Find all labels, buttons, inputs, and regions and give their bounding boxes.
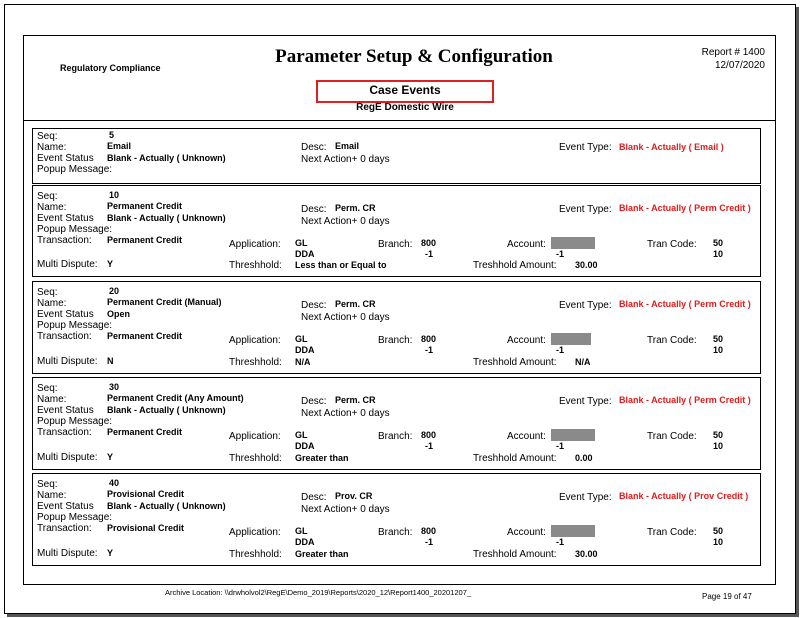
name-value: Email bbox=[107, 141, 132, 151]
seq-value: 40 bbox=[109, 478, 120, 488]
name-label: Name: bbox=[37, 490, 67, 501]
threshold-value: N/A bbox=[295, 357, 311, 367]
branch-value-1: 800 bbox=[421, 334, 437, 344]
amount-label: Treshhold Amount: bbox=[473, 549, 557, 560]
threshold-value: Greater than bbox=[295, 453, 349, 463]
transaction-label: Transaction: bbox=[37, 427, 92, 438]
next-action: Next Action+ 0 days bbox=[301, 504, 390, 515]
event-status-value: Open bbox=[107, 309, 131, 319]
account-label: Account: bbox=[507, 431, 546, 442]
tran-code-value-2: 10 bbox=[713, 441, 724, 451]
report-date: 12/07/2020 bbox=[714, 60, 765, 71]
section-title: Case Events bbox=[369, 83, 441, 97]
tran-code-value-1: 50 bbox=[713, 238, 724, 248]
seq-label: Seq: bbox=[37, 479, 58, 490]
branch-label: Branch: bbox=[378, 431, 413, 442]
event-status-label: Event Status bbox=[37, 309, 94, 320]
event-status-label: Event Status bbox=[37, 501, 94, 512]
tran-code-value-2: 10 bbox=[713, 537, 724, 547]
transaction-value: Provisional Credit bbox=[107, 523, 185, 533]
branch-label: Branch: bbox=[378, 335, 413, 346]
desc-value: Perm. CR bbox=[335, 203, 376, 213]
event-type-value: Blank - Actually ( Prov Credit ) bbox=[619, 491, 749, 501]
account-value-2: -1 bbox=[556, 537, 565, 547]
desc-value: Email bbox=[335, 141, 360, 151]
application-value-1: GL bbox=[295, 334, 308, 344]
account-label: Account: bbox=[507, 527, 546, 538]
org-name: Regulatory Compliance bbox=[60, 63, 161, 73]
popup-label: Popup Message: bbox=[37, 320, 113, 331]
amount-value: N/A bbox=[575, 357, 591, 367]
transaction-value: Permanent Credit bbox=[107, 427, 183, 437]
account-label: Account: bbox=[507, 335, 546, 346]
amount-label: Treshhold Amount: bbox=[473, 453, 557, 464]
amount-label: Treshhold Amount: bbox=[473, 357, 557, 368]
tran-code-value-1: 50 bbox=[713, 334, 724, 344]
event-card bbox=[32, 185, 761, 277]
transaction-label: Transaction: bbox=[37, 331, 92, 342]
application-label: Application: bbox=[229, 239, 281, 250]
event-type-label: Event Type: bbox=[559, 142, 612, 153]
account-redaction bbox=[551, 333, 591, 345]
event-card bbox=[32, 128, 761, 184]
branch-label: Branch: bbox=[378, 239, 413, 250]
report-number: Report # 1400 bbox=[701, 47, 765, 58]
next-action: Next Action+ 0 days bbox=[301, 408, 390, 419]
multi-dispute-label: Multi Dispute: bbox=[37, 356, 98, 367]
event-status-value: Blank - Actually ( Unknown) bbox=[107, 213, 226, 223]
threshold-label: Threshhold: bbox=[229, 357, 282, 368]
transaction-value: Permanent Credit bbox=[107, 235, 183, 245]
event-type-label: Event Type: bbox=[559, 204, 612, 215]
event-type-label: Event Type: bbox=[559, 396, 612, 407]
seq-label: Seq: bbox=[37, 287, 58, 298]
desc-label: Desc: bbox=[301, 300, 327, 311]
event-type-label: Event Type: bbox=[559, 300, 612, 311]
multi-dispute-label: Multi Dispute: bbox=[37, 452, 98, 463]
seq-label: Seq: bbox=[37, 191, 58, 202]
application-value-1: GL bbox=[295, 430, 308, 440]
threshold-value: Less than or Equal to bbox=[295, 260, 387, 270]
amount-value: 30.00 bbox=[575, 260, 598, 270]
threshold-label: Threshhold: bbox=[229, 549, 282, 560]
transaction-label: Transaction: bbox=[37, 523, 92, 534]
amount-value: 30.00 bbox=[575, 549, 598, 559]
seq-label: Seq: bbox=[37, 383, 58, 394]
report-title: Parameter Setup & Configuration bbox=[275, 46, 553, 67]
seq-value: 5 bbox=[109, 130, 115, 140]
event-type-value: Blank - Actually ( Email ) bbox=[619, 142, 724, 152]
event-status-label: Event Status bbox=[37, 213, 94, 224]
threshold-label: Threshhold: bbox=[229, 453, 282, 464]
branch-value-2: -1 bbox=[425, 345, 434, 355]
seq-label: Seq: bbox=[37, 131, 58, 142]
event-status-label: Event Status bbox=[37, 153, 94, 164]
desc-value: Prov. CR bbox=[335, 491, 373, 501]
popup-label: Popup Message: bbox=[37, 164, 113, 175]
threshold-value: Greater than bbox=[295, 549, 349, 559]
tran-code-label: Tran Code: bbox=[647, 431, 697, 442]
next-action: Next Action+ 0 days bbox=[301, 312, 390, 323]
tran-code-value-2: 10 bbox=[713, 249, 724, 259]
application-value-1: GL bbox=[295, 238, 308, 248]
tran-code-value-1: 50 bbox=[713, 526, 724, 536]
branch-value-2: -1 bbox=[425, 441, 434, 451]
branch-value-1: 800 bbox=[421, 430, 437, 440]
event-card bbox=[32, 281, 761, 374]
header-divider bbox=[24, 120, 775, 121]
name-value: Provisional Credit bbox=[107, 489, 185, 499]
report-page bbox=[23, 35, 776, 585]
desc-label: Desc: bbox=[301, 396, 327, 407]
seq-value: 20 bbox=[109, 286, 120, 296]
account-value-2: -1 bbox=[556, 345, 565, 355]
application-value-2: DDA bbox=[295, 441, 315, 451]
name-label: Name: bbox=[37, 394, 67, 405]
branch-label: Branch: bbox=[378, 527, 413, 538]
event-status-label: Event Status bbox=[37, 405, 94, 416]
event-type-value: Blank - Actually ( Perm Credit ) bbox=[619, 203, 751, 213]
tran-code-value-1: 50 bbox=[713, 430, 724, 440]
popup-label: Popup Message: bbox=[37, 416, 113, 427]
desc-label: Desc: bbox=[301, 142, 327, 153]
branch-value-2: -1 bbox=[425, 537, 434, 547]
account-value-2: -1 bbox=[556, 249, 565, 259]
application-label: Application: bbox=[229, 335, 281, 346]
account-label: Account: bbox=[507, 239, 546, 250]
multi-dispute-label: Multi Dispute: bbox=[37, 548, 98, 559]
tran-code-label: Tran Code: bbox=[647, 527, 697, 538]
event-type-value: Blank - Actually ( Perm Credit ) bbox=[619, 395, 751, 405]
account-redaction bbox=[551, 237, 595, 249]
application-value-2: DDA bbox=[295, 249, 315, 259]
account-redaction bbox=[551, 429, 595, 441]
name-label: Name: bbox=[37, 142, 67, 153]
application-label: Application: bbox=[229, 527, 281, 538]
tran-code-value-2: 10 bbox=[713, 345, 724, 355]
event-type-value: Blank - Actually ( Perm Credit ) bbox=[619, 299, 751, 309]
popup-label: Popup Message: bbox=[37, 512, 113, 523]
section-subtitle: RegE Domestic Wire bbox=[356, 102, 454, 113]
event-card bbox=[32, 473, 761, 566]
event-type-label: Event Type: bbox=[559, 492, 612, 503]
transaction-value: Permanent Credit bbox=[107, 331, 183, 341]
multi-dispute-value: N bbox=[107, 356, 114, 366]
threshold-label: Threshhold: bbox=[229, 260, 282, 271]
application-value-2: DDA bbox=[295, 537, 315, 547]
name-label: Name: bbox=[37, 298, 67, 309]
application-label: Application: bbox=[229, 431, 281, 442]
branch-value-1: 800 bbox=[421, 238, 437, 248]
event-status-value: Blank - Actually ( Unknown) bbox=[107, 405, 226, 415]
multi-dispute-label: Multi Dispute: bbox=[37, 259, 98, 270]
archive-location: Archive Location: \\drwholvol2\RegE\Demo_2019\Reports\2020_12\Report1400_20201207_ bbox=[165, 588, 472, 597]
name-value: Permanent Credit (Manual) bbox=[107, 297, 222, 307]
name-value: Permanent Credit bbox=[107, 201, 183, 211]
account-value-2: -1 bbox=[556, 441, 565, 451]
event-card bbox=[32, 377, 761, 470]
name-label: Name: bbox=[37, 202, 67, 213]
desc-label: Desc: bbox=[301, 492, 327, 503]
multi-dispute-value: Y bbox=[107, 452, 114, 462]
seq-value: 10 bbox=[109, 190, 120, 200]
branch-value-2: -1 bbox=[425, 249, 434, 259]
tran-code-label: Tran Code: bbox=[647, 335, 697, 346]
name-value: Permanent Credit (Any Amount) bbox=[107, 393, 244, 403]
popup-label: Popup Message: bbox=[37, 224, 113, 235]
next-action: Next Action+ 0 days bbox=[301, 216, 390, 227]
tran-code-label: Tran Code: bbox=[647, 239, 697, 250]
desc-label: Desc: bbox=[301, 204, 327, 215]
page-number: Page 19 of 47 bbox=[702, 592, 752, 601]
event-status-value: Blank - Actually ( Unknown) bbox=[107, 153, 226, 163]
event-status-value: Blank - Actually ( Unknown) bbox=[107, 501, 226, 511]
next-action: Next Action+ 0 days bbox=[301, 154, 390, 165]
report-window bbox=[4, 4, 796, 614]
branch-value-1: 800 bbox=[421, 526, 437, 536]
application-value-1: GL bbox=[295, 526, 308, 536]
amount-label: Treshhold Amount: bbox=[473, 260, 557, 271]
desc-value: Perm. CR bbox=[335, 299, 376, 309]
application-value-2: DDA bbox=[295, 345, 315, 355]
multi-dispute-value: Y bbox=[107, 259, 114, 269]
amount-value: 0.00 bbox=[575, 453, 593, 463]
transaction-label: Transaction: bbox=[37, 235, 92, 246]
account-redaction bbox=[551, 525, 595, 537]
seq-value: 30 bbox=[109, 382, 120, 392]
desc-value: Perm. CR bbox=[335, 395, 376, 405]
multi-dispute-value: Y bbox=[107, 548, 114, 558]
